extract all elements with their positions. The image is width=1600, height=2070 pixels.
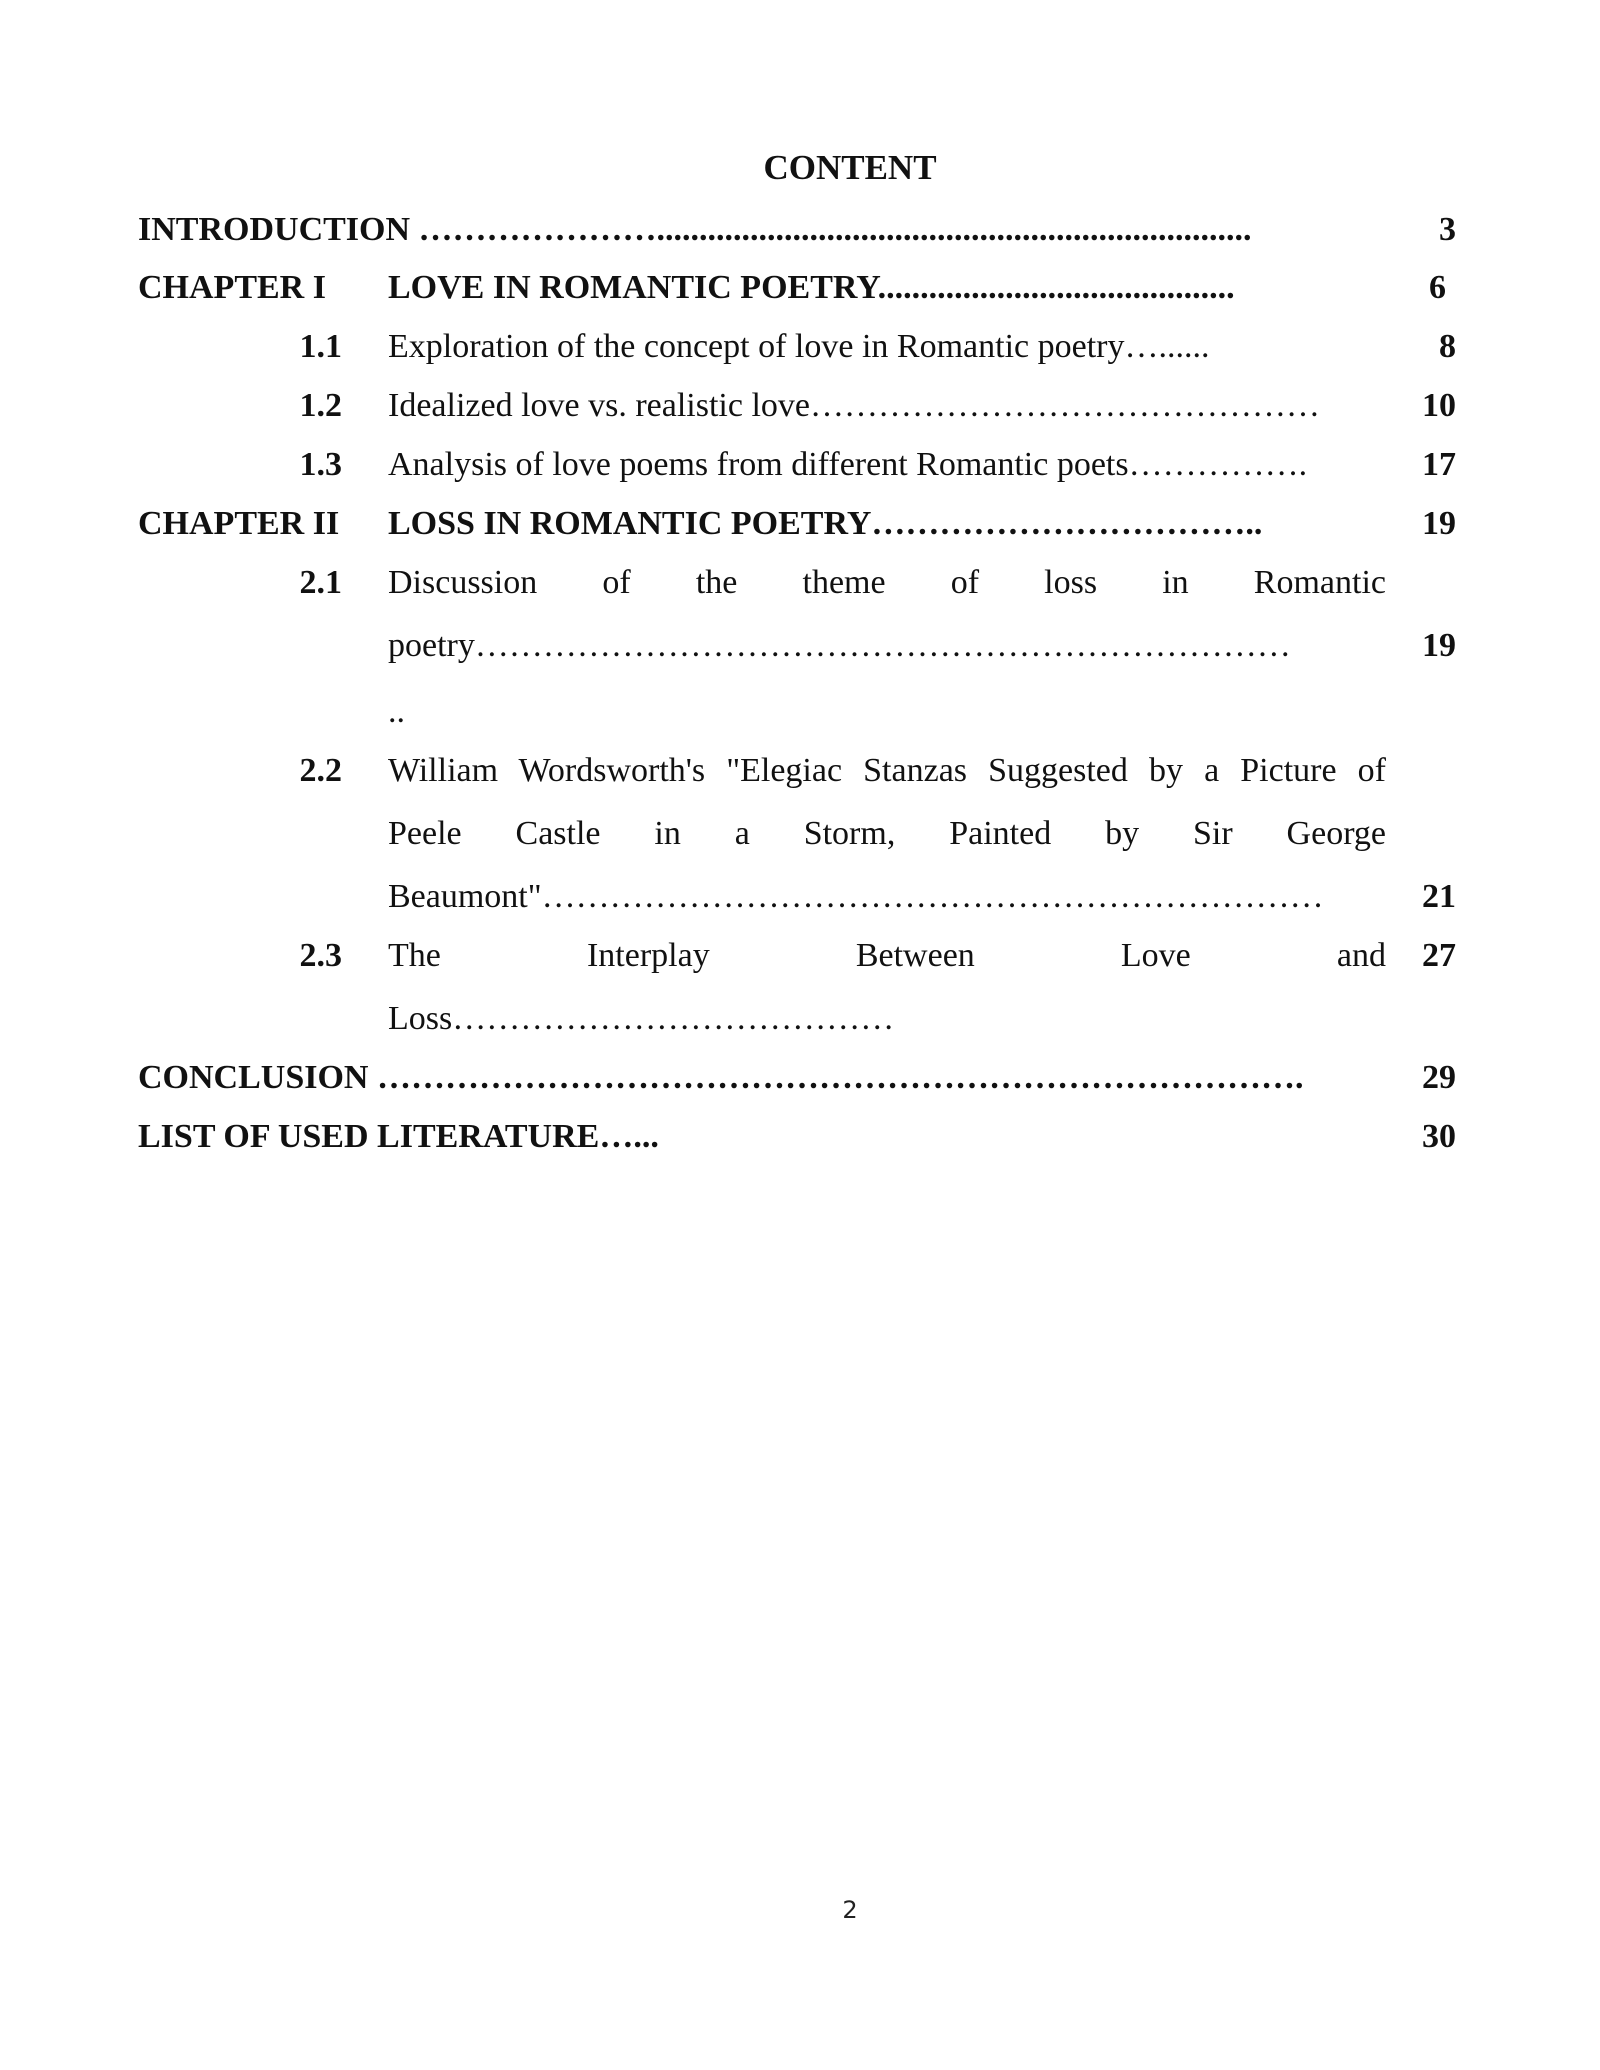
page-number: 2: [842, 1896, 858, 1924]
section-number: 2.1: [299, 564, 342, 601]
section-title-line: poetry………………………………………………………………: [388, 627, 1291, 664]
chapter-2-title: LOSS IN ROMANTIC POETRY……………………………..: [388, 505, 1263, 542]
chapter-1-page: 6: [1429, 269, 1446, 306]
toc-introduction: INTRODUCTION …………………......................................................................: [138, 211, 1252, 248]
toc-conclusion: CONCLUSION ……………………………………………………………………….: [138, 1059, 1304, 1096]
section-title-line: William Wordsworth's "Elegiac Stanzas Suggested by a Picture of: [388, 752, 1386, 789]
section-number: 2.2: [299, 752, 342, 789]
section-number: 2.3: [299, 937, 342, 974]
chapter-2-page: 19: [1422, 505, 1456, 542]
section-title-line: The Interplay Between Love and: [388, 937, 1386, 974]
section-page: 10: [1422, 387, 1456, 424]
section-page: 19: [1422, 627, 1456, 664]
section-page: 21: [1422, 878, 1456, 915]
section-title-line: Beaumont"……………………………………………………………: [388, 878, 1324, 915]
chapter-1-title: LOVE IN ROMANTIC POETRY..........................................: [388, 269, 1235, 306]
section-title-line: Discussion of the theme of loss in Romantic: [388, 564, 1386, 601]
section-number: 1.1: [299, 328, 342, 365]
section-page: 17: [1422, 446, 1456, 483]
section-title: Exploration of the concept of love in Romantic poetry…......: [388, 328, 1210, 365]
section-number: 1.3: [299, 446, 342, 483]
toc-literature-page: 30: [1422, 1118, 1456, 1155]
chapter-1-label: CHAPTER I: [138, 269, 326, 306]
section-page: 27: [1422, 937, 1456, 974]
section-title-line: Peele Castle in a Storm, Painted by Sir George: [388, 815, 1386, 852]
chapter-2-label: CHAPTER II: [138, 505, 340, 542]
section-title: Idealized love vs. realistic love………………………………………: [388, 387, 1320, 424]
section-number: 1.2: [299, 387, 342, 424]
toc-literature: LIST OF USED LITERATURE…...: [138, 1118, 659, 1155]
section-title: Analysis of love poems from different Romantic poets…………….: [388, 446, 1308, 483]
section-title-line: ..: [388, 693, 405, 730]
section-page: 8: [1439, 328, 1456, 365]
toc-conclusion-page: 29: [1422, 1059, 1456, 1096]
section-title-line: Loss…………………………………: [388, 1000, 895, 1037]
toc-introduction-page: 3: [1439, 211, 1456, 248]
page-title: CONTENT: [763, 148, 937, 187]
